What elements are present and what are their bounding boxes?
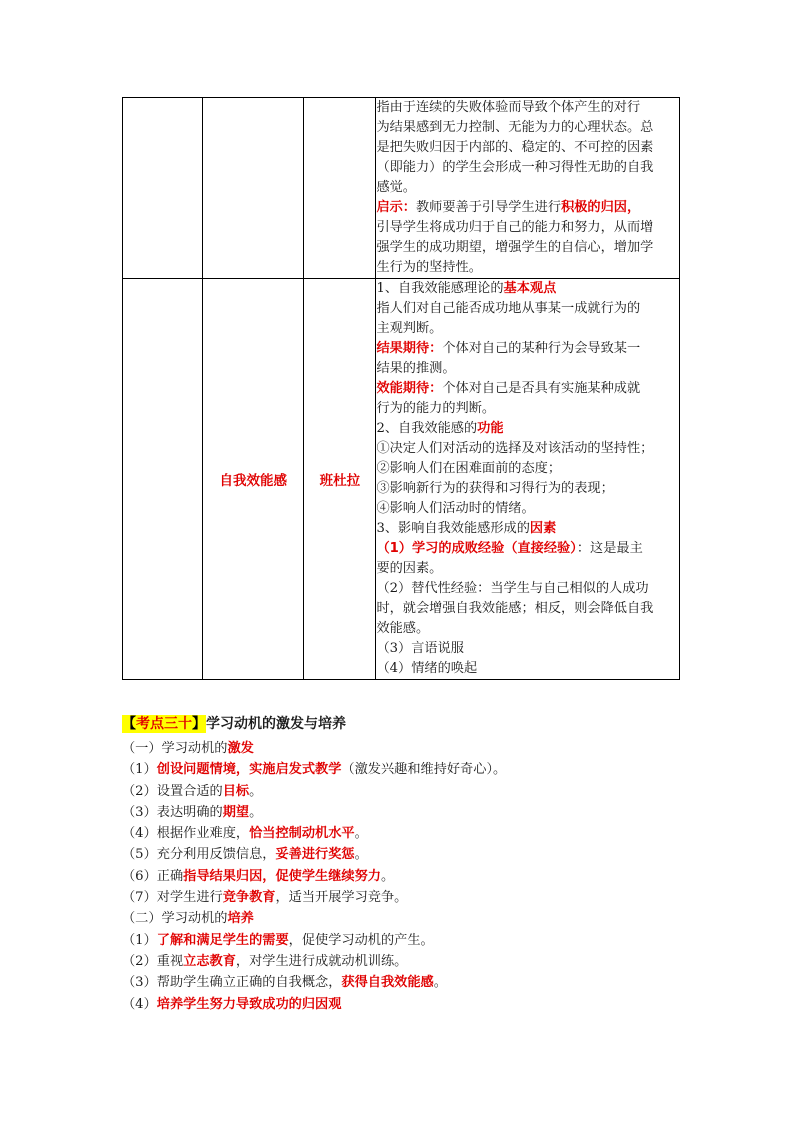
theorist-name: 班杜拉 xyxy=(319,473,361,489)
emphasis-text: 基本观点 xyxy=(503,281,557,296)
text-line xyxy=(376,218,679,238)
text-line xyxy=(376,479,679,499)
body-text: （3）言语说服 xyxy=(376,641,464,656)
exam-point-tag: 【考点三十】 xyxy=(122,716,206,732)
body-text: 为结果感到无力控制、无能为力的心理状态。总 xyxy=(376,120,654,135)
text-line xyxy=(376,359,679,379)
body-text: （5）充分利用反馈信息， xyxy=(122,847,276,863)
exam-point-section xyxy=(122,712,682,1015)
emphasis-text: 期望 xyxy=(222,804,250,820)
body-text: 效能感。 xyxy=(376,621,430,636)
emphasis-text: 目标 xyxy=(222,783,250,799)
body-text: （4）情绪的唤起 xyxy=(376,661,478,676)
body-text: ，对学生进行成就动机训练。 xyxy=(235,953,408,969)
body-text: 。 xyxy=(354,826,368,842)
text-line xyxy=(376,319,679,339)
body-text: （2）替代性经验：当学生与自己相似的人成功 xyxy=(376,581,649,596)
text-line xyxy=(122,972,682,993)
body-text: 。 xyxy=(249,783,263,799)
table-row-learned-helplessness xyxy=(123,98,680,279)
text-line xyxy=(376,118,679,138)
text-line xyxy=(376,279,679,299)
body-text: 指由于连续的失败体验而导致个体产生的对行 xyxy=(376,100,641,115)
text-line xyxy=(376,98,679,118)
text-line xyxy=(122,951,682,972)
emphasis-text: 效能期待： xyxy=(376,381,443,396)
text-line xyxy=(122,738,682,759)
body-text: 教师要善于引导学生进行 xyxy=(416,200,562,215)
text-line xyxy=(376,539,679,559)
emphasis-text: 指导结果归因，促使学生继续努力 xyxy=(183,868,381,884)
body-text: 是把失败归因于内部的、稳定的、不可控的因素 xyxy=(376,140,654,155)
body-text: （7）对学生进行 xyxy=(122,890,223,906)
person-cell xyxy=(304,279,376,680)
emphasis-text: 结果期待： xyxy=(376,341,443,356)
body-text: （即能力）的学生会形成一种习得性无助的自我 xyxy=(376,160,654,175)
body-text: 。 xyxy=(380,868,395,884)
text-line xyxy=(376,599,679,619)
body-text: 个体对自己是否具有实施某种成就 xyxy=(442,381,641,396)
emphasis-text: 积极的归因， xyxy=(561,200,641,215)
body-text: ①决定人们对活动的选择及对该活动的坚持性； xyxy=(376,441,654,456)
table-cell-empty xyxy=(304,98,376,279)
body-text: ②影响人们在困难面前的态度； xyxy=(376,461,562,476)
text-line xyxy=(122,823,682,844)
text-line xyxy=(122,908,682,929)
text-line xyxy=(376,198,679,218)
body-text: 行为的能力的判断。 xyxy=(376,401,496,416)
body-text: ：这是最主 xyxy=(576,541,643,556)
body-text: （一）学习动机的 xyxy=(122,741,228,756)
body-text: （2）重视 xyxy=(122,953,184,969)
section-body xyxy=(122,738,682,1015)
body-text: 3、影响自我效能感形成的 xyxy=(376,521,530,536)
body-text: 主观判断。 xyxy=(376,321,443,336)
body-text: 感觉。 xyxy=(376,180,416,195)
emphasis-text: 获得自我效能感 xyxy=(341,975,434,991)
emphasis-text: 竞争教育 xyxy=(222,890,276,906)
body-text: （4） xyxy=(122,996,157,1012)
body-text: （2）设置合适的 xyxy=(122,783,223,799)
theory-term: 自我效能感 xyxy=(219,473,287,489)
body-text: 结果的推测。 xyxy=(376,361,456,376)
emphasis-text: （1）学习的成败经验（直接经验） xyxy=(376,541,577,556)
emphasis-text: 了解和满足学生的需要 xyxy=(156,932,289,948)
body-text: （二）学习动机的 xyxy=(122,911,228,927)
section-title: 学习动机的激发与培养 xyxy=(206,716,346,732)
emphasis-text: 创设问题情境，实施启发式教学 xyxy=(156,762,342,778)
text-line xyxy=(376,258,679,278)
emphasis-text: 激发 xyxy=(227,741,254,756)
body-text: ③影响新行为的获得和习得行为的表现； xyxy=(376,481,614,496)
text-line xyxy=(122,866,682,887)
text-line xyxy=(122,930,682,951)
table-cell-empty xyxy=(123,279,203,680)
text-line xyxy=(122,994,682,1015)
text-line xyxy=(376,559,679,579)
text-line xyxy=(376,299,679,319)
body-text: （激发兴趣和维持好奇心）。 xyxy=(341,762,507,778)
text-line xyxy=(376,419,679,439)
text-line xyxy=(376,579,679,599)
text-line xyxy=(376,519,679,539)
body-text: （3）帮助学生确立正确的自我概念， xyxy=(122,975,342,991)
text-line xyxy=(122,844,682,865)
text-line xyxy=(376,238,679,258)
text-line xyxy=(376,659,679,679)
table-cell-empty xyxy=(203,98,304,279)
term-cell xyxy=(203,279,304,680)
text-line xyxy=(376,158,679,178)
table-cell-empty xyxy=(123,98,203,279)
text-line xyxy=(376,639,679,659)
emphasis-text: 因素 xyxy=(529,521,557,536)
emphasis-text: 培养学生努力导致成功的归因观 xyxy=(156,996,342,1012)
body-text: 。 xyxy=(249,804,263,820)
emphasis-text: 妥善进行奖惩 xyxy=(275,847,355,863)
text-line xyxy=(122,781,682,802)
body-text: （4）根据作业难度， xyxy=(122,826,250,842)
body-text: 指人们对自己能否成功地从事某一成就行为的 xyxy=(376,301,641,316)
body-text: （1） xyxy=(122,762,157,778)
body-text: （6）正确 xyxy=(122,868,184,884)
section-heading xyxy=(122,712,682,736)
text-line xyxy=(376,138,679,158)
text-line xyxy=(122,759,682,780)
emphasis-text: 功能 xyxy=(477,421,504,436)
text-line xyxy=(376,399,679,419)
emphasis-text: 恰当控制动机水平 xyxy=(249,826,355,842)
text-line xyxy=(376,178,679,198)
emphasis-text: 培养 xyxy=(227,911,254,927)
body-text: 。 xyxy=(354,847,368,863)
body-text: 个体对自己的某种行为会导致某一 xyxy=(442,341,641,356)
body-text: 生行为的坚持性。 xyxy=(376,260,482,275)
text-line xyxy=(376,339,679,359)
body-text: 1、自我效能感理论的 xyxy=(376,281,504,296)
body-text: 。 xyxy=(433,975,447,991)
body-text: 2、自我效能感的 xyxy=(376,421,478,436)
text-line xyxy=(376,459,679,479)
text-line xyxy=(376,379,679,399)
emphasis-text: 立志教育 xyxy=(183,953,236,969)
text-line xyxy=(122,887,682,908)
body-text: 时，就会增强自我效能感；相反，则会降低自我 xyxy=(376,601,654,616)
theory-table xyxy=(122,97,680,680)
text-line xyxy=(376,619,679,639)
text-line xyxy=(376,499,679,519)
body-text: ，适当开展学习竞争。 xyxy=(275,890,408,906)
body-text: ，促使学习动机的产生。 xyxy=(288,932,434,948)
body-text: 强学生的成功期望，增强学生的自信心，增加学 xyxy=(376,240,654,255)
body-text: 引导学生将成功归于自己的能力和努力，从而增 xyxy=(376,220,654,235)
table-row-self-efficacy xyxy=(123,279,680,680)
text-line xyxy=(376,439,679,459)
text-line xyxy=(122,802,682,823)
body-text: （1） xyxy=(122,932,157,948)
body-text: （3）表达明确的 xyxy=(122,804,223,820)
emphasis-text: 启示： xyxy=(376,200,416,215)
self-efficacy-description xyxy=(376,279,680,680)
body-text: 要的因素。 xyxy=(376,561,443,576)
body-text: ④影响人们活动时的情绪。 xyxy=(376,501,535,516)
learned-helplessness-description xyxy=(376,98,680,279)
